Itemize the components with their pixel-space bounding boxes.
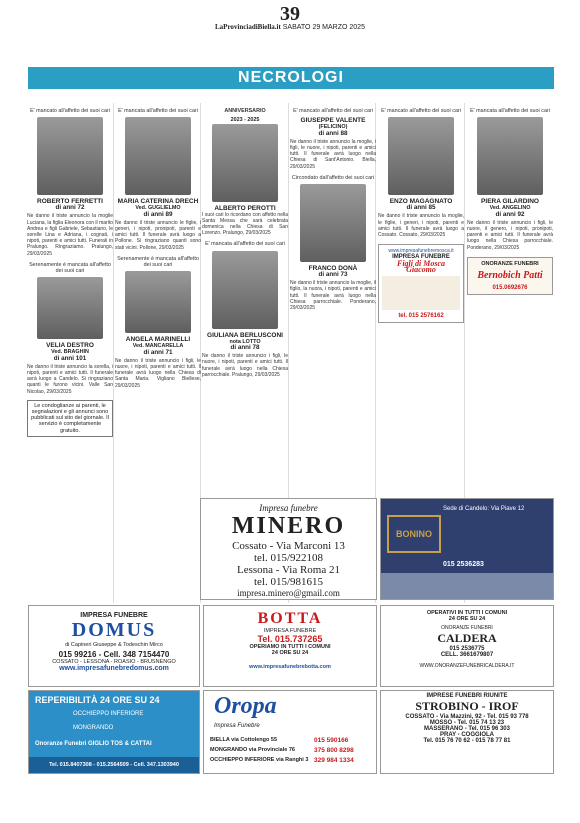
deceased-name: ENZO MAGAGNATO [389,198,453,206]
obituary-column-1 [27,108,113,437]
deceased-name: ROBERTO FERRETTI [37,198,103,206]
obituary-notice: E' mancata all'affetto dei suoi cari GIULIANA BERLUSCONI nota LOTTO di anni 78 Ne danno il triste annuncio i figli, le nuore, i nipoti, parenti e amici tutti. Il funerale avrà luogo nella Chiesa parrocchiale. Pralungo, 29/03/2025 [202,241,288,378]
strobino-ad: IMPRESE FUNEBRI RIUNITE STROBINO - IROF COSSATO - Via Mazzini, 92 - Tel. 015 93 778 MOSSO - Tel. 015 74 13 23 MASSERANO - Tel. 015 96 303 PRAY - COGGIOLA Tel. 015 76 70 62 - 015 78 77 81 [380,690,554,774]
deceased-subtitle: Ved. ANGELINO [489,205,531,212]
obituary-notice: E' mancata all'affetto dei suoi cari MARIA CATERINA DRECH Ved. GUGLIELMO di anni 89 Ne danno il triste annuncio le figlie, i generi, i nipoti, pronipoti, parenti e amici tutti. Il funerale avrà luogo a Pollone. Si ringraziano quanti sono stati vicini. Pollone, 29/03/2025 [115,108,201,251]
deceased-name: GIULIANA BERLUSCONI [207,331,283,339]
deceased-name: ANGELA MARINELLI [125,336,191,344]
giglio-ad: REPERIBILITÀ 24 ORE SU 24 OCCHIEPPO INFERIORE MONGRANDO Onoranze Funebri GIGLIO TOS & CATTAI Tel. 015.8407308 - 015.2564509 - Cell. 347.1303940 [28,690,200,774]
obituary-notice: E' mancato all'affetto dei suoi cari ROBERTO FERRETTI di anni 72 Ne danno il triste annuncio la moglie Luciana, la figlia Eleonora con il marito Andrea e figli Gabriele, Sebastiano, le sorelle Lina e Adriana, i cognati, i nipoti, parenti e amici tutti. Funerali in Pralungo. Ringraziamo. Pralungo, 29/03/2025 [27,108,113,257]
deceased-age: di anni 71 [143,348,173,356]
publication-date: SABATO 29 MARZO 2025 [282,24,365,31]
deceased-subtitle: Ved. GUGLIELMO [135,205,181,212]
obituary-notice: E' mancata all'affetto dei suoi cari PIERA GILARDINO Ved. ANGELINO di anni 92 Ne danno il triste annuncio i figli, le nuore, il genero, i nipoti, pronipoti, parenti e amici tutti. Il funerale avrà luogo nella Chiesa parrocchiale. Ponderano, 29/03/2025 [467,108,553,251]
domus-website-link[interactable]: www.impresafunebredomus.com [59,665,169,672]
obituary-column-3 [202,108,288,383]
deceased-name: ALBERTO PEROTTI [214,204,276,212]
notice-text: Ne danno il triste annuncio la sorella, i nipoti, parenti e amici tutti. Il funerale avrà luogo a Candelo. Si ringraziano quanti le furono vicini. Valle San Nicolao, 29/03/2025 [27,363,113,395]
notice-text: Ne danno il triste annuncio i figli, le nuore, il genero, i nipoti, pronipoti, parenti e amici tutti. Il funerale avrà luogo nella Chiesa parrocchiale. Ponderano, 29/03/2025 [467,219,553,251]
publication-name[interactable]: LaProvinciadiBiella.it [215,23,281,31]
caldera-website-link[interactable]: WWW.ONORANZEFUNEBRICALDERA.IT [419,663,515,669]
mosca-ad: www.impresafunebremosca.it IMPRESA FUNEBRE Figli di Mosca Giacomo tel. 015 2576162 [378,244,464,323]
obituary-notice: Circondato dall'affetto dei suoi cari FRANCO DONÀ di anni 73 Ne danno il triste annuncio la moglie, il figlio, la nuora, i nipoti, parenti e amici tutti. Il funerale avrà luogo nella Chiesa parrocchiale. Ponderano, 29/03/2025 [290,174,376,312]
portrait-photo [300,184,366,262]
info-box: Le condoglianze ai parenti, le segnalazioni e gli annunci sono pubblicati sul sito del giornale. Il servizio è completamente gratuito. [27,400,113,437]
portrait-photo [37,117,103,195]
oropa-ad: Oropa Impresa Funebre BIELLA via Cottolengo 55 MONGRANDO via Provinciale 76 OCCHIEPPO INFERIORE via Ranghi 3 015 590166 375 800 8298 329 984 1334 [203,690,377,774]
obituary-notice: E' mancato all'affetto dei suoi cari GIUSEPPE VALENTE (FELICINO) di anni 88 Ne danno il triste annuncio la moglie, i figli, le nuore, i nipoti, parenti e amici tutti. Il funerale avrà luogo nella Chiesa di Sant'Antonio. Biella, 29/03/2025 [290,108,376,170]
bonino-ad: BONINO Sede di Candelo: Via Piave 12 015 2536283 [380,498,554,600]
column-divider [113,103,114,603]
notice-text: Ne danno il triste annuncio i figli, le nuore, i nipoti, parenti e amici tutti. Il funerale avrà luogo nella Chiesa di Santa Maria. Vigliano Biellese, 29/03/2025 [115,357,201,389]
notice-text: I suoi cari lo ricordano con affetto nella Santa Messa che sarà celebrata domenica nella Chiesa di San Lorenzo. Pralungo, 29/03/2025 [202,211,288,237]
deceased-age: di anni 101 [53,354,87,362]
deceased-age: di anni 89 [143,210,173,218]
deceased-age: di anni 92 [495,210,525,218]
deceased-age: di anni 72 [55,204,85,212]
deceased-age: di anni 88 [318,129,348,137]
obituary-notice: Serenamente è mancata all'affetto dei suoi cari VELIA DESTRO Ved. BRAGHIN di anni 101 Ne danno il triste annuncio la sorella, i nipoti, parenti e amici tutti. Il funerale avrà luogo a Candelo. Si ringraziano quanti le furono vicini. Valle San Nicolao, 29/03/2025 [27,261,113,395]
portrait-photo [388,117,454,195]
section-banner: NECROLOGI [28,67,554,89]
deceased-age: di anni 73 [318,271,348,279]
portrait-photo [477,117,543,195]
portrait-photo [125,117,191,195]
bernobich-ad: ONORANZE FUNEBRI Bernobich Patti 015.0692676 [467,257,553,296]
deceased-age: di anni 85 [406,204,436,212]
notice-text: Ne danno il triste annuncio la moglie, le figlie, i generi, i nipoti, parenti e amici tutti. Il funerale avrà luogo a Cossato. Cossato, 29/03/2025 [378,213,464,239]
deceased-age: di anni 78 [230,344,260,352]
deceased-name: MARIA CATERINA DRECH [117,198,199,206]
notice-text: Ne danno il triste annuncio la moglie, i figli, le nuore, i nipoti, parenti e amici tutti. Il funerale avrà luogo nella Chiesa di Sant'Antonio. Biella, 29/03/2025 [290,138,376,170]
domus-ad: IMPRESA FUNEBRE DOMUS di Capineri Giuseppe & Todeschin Mirco 015 99216 - Cell. 348 7154470 COSSATO - LESSONA - ROASIO - BRUSNENGO www.impresafunebredomus.com [28,605,200,687]
deceased-name: FRANCO DONÀ [308,265,358,273]
obituary-notice: E' mancato all'affetto dei suoi cari ENZO MAGAGNATO di anni 85 Ne danno il triste annuncio la moglie, le figlie, i generi, i nipoti, parenti e amici tutti. Il funerale avrà luogo a Cossato. Cossato, 29/03/2025 [378,108,464,239]
deceased-name: PIERA GILARDINO [481,198,539,206]
hearse-photo [381,573,553,599]
minero-ad: Impresa funebre MINERO Cossato - Via Marconi 13 tel. 015/922108 Lessona - Via Roma 21 tel. 015/981615 impresa.minero@gmail.com [200,498,377,600]
obituary-notice: ANNIVERSARIO 2023 - 2025 ALBERTO PEROTTI I suoi cari lo ricordano con affetto nella Santa Messa che sarà celebrata domenica nella Chiesa di San Lorenzo. Pralungo, 29/03/2025 [202,108,288,237]
deceased-name: VELIA DESTRO [46,342,94,350]
deceased-name: GIUSEPPE VALENTE [300,117,366,125]
publication-line [0,23,580,31]
notice-text: Ne danno il triste annuncio la moglie Luciana, la figlia Eleonora con il marito Andrea e figli Gabriele, Sebastiano, le sorelle Lina e Adriana, i cognati, i nipoti, parenti e amici tutti. Funerali in Pralungo. Ringraziamo. Pralungo, 29/03/2025 [27,213,113,257]
botta-website-link[interactable]: www.impresafunebrebotta.com [249,664,331,670]
notice-text: Ne danno il triste annuncio le figlie, i generi, i nipoti, pronipoti, parenti e amici tutti. Il funerale avrà luogo a Pollone. Si ringraziano quanti sono stati vicini. Pollone, 29/03/2025 [115,219,201,251]
notice-text: Ne danno il triste annuncio la moglie, il figlio, la nuora, i nipoti, parenti e amici tutti. Il funerale avrà luogo nella Chiesa parrocchiale. Ponderano, 29/03/2025 [290,280,376,312]
portrait-photo [37,277,103,339]
obituary-column-4 [290,108,376,316]
obituary-column-5 [378,108,464,323]
caldera-ad: OPERATIVI IN TUTTI I COMUNI 24 ORE SU 24 ONORANZE FUNEBRI CALDERA 015 2536775 CELL. 3661679807 WWW.ONORANZEFUNEBRICALDERA.IT [380,605,554,687]
obituary-column-2 [115,108,201,394]
notice-text: Ne danno il triste annuncio i figli, le nuore, i nipoti, parenti e amici tutti. Il funerale avrà luogo nella Chiesa parrocchiale. Pralungo, 29/03/2025 [202,353,288,378]
botta-ad: BOTTA IMPRESA FUNEBRE Tel. 015.737265 OPERIAMO IN TUTTI I COMUNI 24 ORE SU 24 www.impresafunebrebotta.com [203,605,377,687]
deceased-subtitle: Ved. BRAGHIN [51,349,89,356]
deceased-subtitle: nota LOTTO [229,338,261,345]
deceased-subtitle: Ved. MANCARELLA [132,343,184,350]
portrait-photo [212,124,278,202]
page-header [0,0,580,60]
minero-email-link[interactable]: impresa.minero@gmail.com [237,588,340,598]
obituary-notice: Serenamente è mancata all'affetto dei suoi cari ANGELA MARINELLI Ved. MANCARELLA di anni 71 Ne danno il triste annuncio i figli, le nuore, i nipoti, parenti e amici tutti. Il funerale avrà luogo nella Chiesa di Santa Maria. Vigliano Biellese, 29/03/2025 [115,255,201,389]
mosca-website-link[interactable]: www.impresafunebremosca.it [388,248,454,255]
portrait-photo [212,251,278,329]
service-list-graphic [382,276,460,310]
deceased-subtitle: (FELICINO) [318,124,348,131]
page-number: 39 [280,3,300,25]
portrait-photo [125,271,191,333]
obituary-column-6 [467,108,553,295]
